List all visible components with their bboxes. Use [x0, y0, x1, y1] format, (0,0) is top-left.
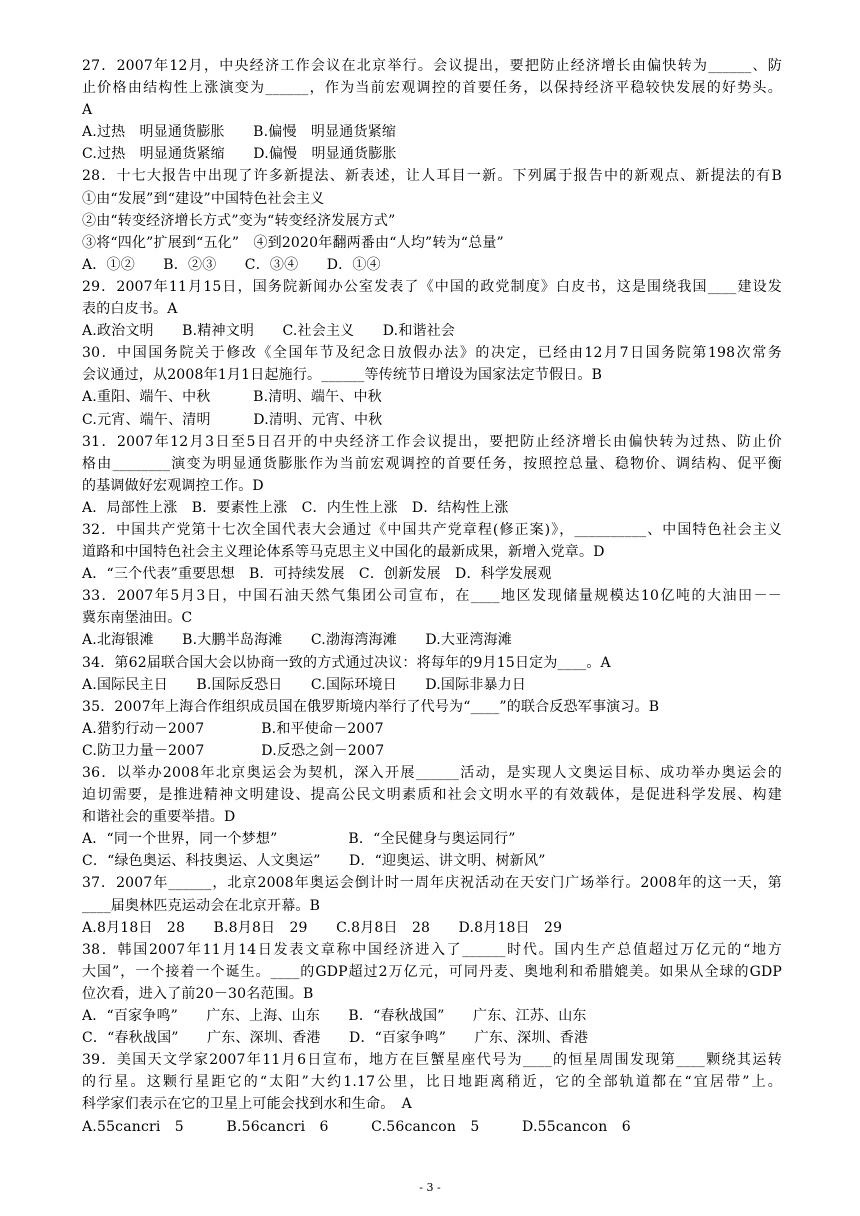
text-line: 39．美国天文学家2007年11月6日宣布，地方在巨蟹星座代号为____的恒星周围发现第____颗绕其运转 — [82, 1052, 782, 1069]
text-line: A.过热 明显通货膨胀 B.偏慢 明显通货紧缩 — [82, 124, 397, 141]
text-line: ②由“转变经济增长方式”变为“转变经济发展方式” — [82, 212, 396, 229]
text-line: A.重阳、端午、中秋 B.清明、端午、中秋 — [82, 389, 382, 406]
text-line: C.过热 明显通货紧缩 D.偏慢 明显通货膨胀 — [82, 146, 397, 163]
text-line: A．“三个代表”重要思想 B．可持续发展 C．创新发展 D．科学发展观 — [82, 566, 552, 583]
text-line: A — [82, 102, 93, 119]
text-line: 29．2007年11月15日，国务院新闻办公室发表了《中国的政党制度》白皮书，这是围绕我国____建设发 — [82, 278, 782, 295]
text-line: 止价格由结构性上涨演变为______，作为当前宏观调控的首要任务，以保持经济平稳较快发展的好势头。 — [82, 80, 782, 97]
text-line: ____届奥林匹克运动会在北京开幕。B — [82, 897, 321, 914]
text-line: 道路和中国特色社会主义理论体系等马克思主义中国化的最新成果，新增入党章。D — [82, 544, 605, 561]
exam-questions — [82, 55, 782, 1138]
text-line: A.55cancri 5 B.56cancri 6 C.56cancon 5 D.55cancon 6 — [82, 1118, 631, 1135]
text-line: A.国际民主日 B.国际反恐日 C.国际环境日 D.国际非暴力日 — [82, 676, 527, 693]
text-line: 32．中国共产党第十七次全国代表大会通过《中国共产党章程(修正案)》，__________、中国特色社会主义 — [82, 521, 782, 538]
text-line: 迫切需要，是推进精神文明建设、提高公民文明素质和社会文明水平的有效载体，是促进科学发展、构建 — [82, 787, 782, 804]
text-line: ③将“四化”扩展到“五化” ④到2020年翻两番由“人均”转为“总量” — [82, 234, 504, 251]
text-line: 30．中国国务院关于修改《全国年节及纪念日放假办法》的决定，已经由12月7日国务院第198次常务 — [82, 345, 782, 362]
text-line: C.防卫力量－2007 D.反恐之剑－2007 — [82, 742, 385, 759]
text-line: 31．2007年12月3日至5日召开的中央经济工作会议提出，要把防止经济增长由偏快转为过热、防止价 — [82, 433, 782, 450]
text-line: 大国”，一个接着一个诞生。____的GDP超过2万亿元，可同丹麦、奥地利和希腊媲美。如果从全球的GDP — [82, 963, 782, 980]
text-line: 表的白皮书。A — [82, 301, 178, 318]
text-line: ①由“发展”到“建设”中国特色社会主义 — [82, 190, 325, 207]
text-line: 科学家们表示在它的卫星上可能会找到水和生命。 A — [82, 1096, 412, 1113]
text-line: A．“同一个世界，同一个梦想” B．“全民健身与奥运同行” — [82, 831, 516, 848]
text-line: 27．2007年12月，中央经济工作会议在北京举行。会议提出，要把防止经济增长由偏快转为______、防 — [82, 58, 782, 74]
text-line: 38．韩国2007年11月14日发表文章称中国经济进入了______时代。国内生产总值超过万亿元的“地方 — [82, 941, 782, 958]
text-line: 位次看，进入了前20－30名范围。B — [82, 985, 314, 1002]
text-line: 33．2007年5月3日，中国石油天然气集团公司宣布，在____地区发现储量规模达10亿吨的大油田－－ — [82, 588, 782, 605]
text-line: A．“百家争鸣” 广东、上海、山东 B．“春秋战国” 广东、江苏、山东 — [82, 1008, 587, 1025]
text-line: 的基调做好宏观调控工作。D — [82, 477, 264, 494]
text-line: A.猎豹行动－2007 B.和平使命－2007 — [82, 720, 384, 737]
text-line: A.北海银滩 B.大鹏半岛海滩 C.渤海湾海滩 D.大亚湾海滩 — [82, 632, 512, 649]
text-line: 35．2007年上海合作组织成员国在俄罗斯境内举行了代号为“____”的联合反恐军事演习。B — [82, 698, 660, 715]
text-line: 会议通过，从2008年1月1日起施行。______等传统节日增设为国家法定节假日。B — [82, 367, 603, 384]
text-line: A．①② B．②③ C．③④ D．①④ — [82, 256, 381, 273]
text-line: 36．以举办2008年北京奥运会为契机，深入开展______活动，是实现人文奥运目标、成功举办奥运会的 — [82, 765, 782, 781]
text-line: 的行星。这颗行星距它的“太阳”大约1.17公里，比日地距离稍近，它的全部轨道都在“宜居带”上。 — [82, 1074, 782, 1091]
text-line: 格由________演变为明显通货膨胀作为当前宏观调控的首要任务，按照控总量、稳物价、调结构、促平衡 — [82, 455, 782, 472]
text-line: 34．第62届联合国大会以协商一致的方式通过决议：将每年的9月15日定为____。A — [82, 654, 611, 671]
text-line: 冀东南堡油田。C — [82, 610, 193, 627]
text-line: C．“绿色奥运、科技奥运、人文奥运” D．“迎奥运、讲文明、树新风” — [82, 853, 546, 870]
text-line: A.政治文明 B.精神文明 C.社会主义 D.和谐社会 — [82, 323, 456, 340]
text-line: 37．2007年______，北京2008年奥运会倒计时一周年庆祝活动在天安门广场举行。2008年的这一天，第 — [82, 875, 782, 892]
text-line: C．“春秋战国” 广东、深圳、香港 D．“百家争鸣” 广东、深圳、香港 — [82, 1030, 589, 1047]
text-line: 28．十七大报告中出现了许多新提法、新表述，让人耳目一新。下列属于报告中的新观点、新提法的有B — [82, 168, 782, 185]
page-number: - 3 - — [419, 1181, 441, 1194]
text-line: 和谐社会的重要举措。D — [82, 809, 236, 826]
text-line: A.8月18日 28 B.8月8日 29 C.8月8日 28 D.8月18日 29 — [82, 919, 563, 936]
text-line: C.元宵、端午、清明 D.清明、元宵、中秋 — [82, 411, 383, 428]
text-line: A．局部性上涨 B．要素性上涨 C．内生性上涨 D．结构性上涨 — [82, 499, 509, 516]
